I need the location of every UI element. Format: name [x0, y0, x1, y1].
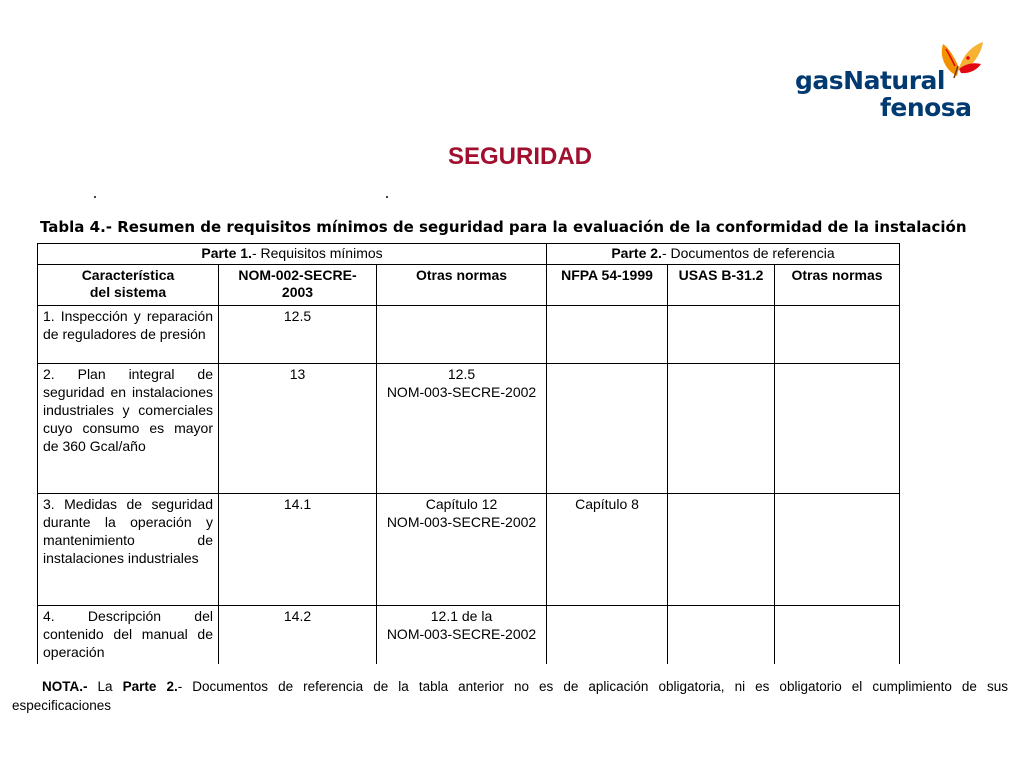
table-cell-nom002: 14.2	[219, 606, 377, 664]
table-cell-characteristic: 2. Plan integral de seguridad en instalaciones industriales y comerciales cuyo consumo es mayor de 360 Gcal/año	[38, 364, 219, 494]
table-cell-nfpa	[547, 306, 668, 364]
gas-natural-fenosa-logo	[795, 36, 985, 120]
group-header-part2: Parte 2.- Documentos de referencia	[547, 244, 900, 265]
table-cell-usas	[668, 606, 775, 664]
column-header: NOM-002-SECRE- 2003	[219, 265, 377, 306]
table-cell-other-part2	[775, 494, 900, 606]
table-row	[38, 364, 900, 494]
table-cell-nom002: 13	[219, 364, 377, 494]
table-cell-nom002: 14.1	[219, 494, 377, 606]
table-cell-other-part1	[377, 306, 547, 364]
table-group-header-row	[38, 244, 900, 265]
table-cell-characteristic: 3. Medidas de seguridad durante la operación y mantenimiento de instalaciones industriales	[38, 494, 219, 606]
table-cell-nfpa	[547, 606, 668, 664]
table-cell-other-part1: Capítulo 12 NOM-003-SECRE-2002	[377, 494, 547, 606]
table-cell-other-part1: 12.5 NOM-003-SECRE-2002	[377, 364, 547, 494]
column-header: Otras normas	[377, 265, 547, 306]
logo-text-gasnatural: gasNatural	[795, 66, 945, 95]
table-cell-usas	[668, 494, 775, 606]
requirements-table	[37, 243, 900, 664]
table-caption: Tabla 4.- Resumen de requisitos mínimos de seguridad para la evaluación de la conformidad de la instalación	[40, 218, 967, 236]
table-cell-nfpa: Capítulo 8	[547, 494, 668, 606]
table-cell-other-part2	[775, 306, 900, 364]
table-row	[38, 606, 900, 664]
note-line-2: especificaciones	[12, 698, 112, 713]
table-row	[38, 306, 900, 364]
column-header: USAS B-31.2	[668, 265, 775, 306]
table-row	[38, 494, 900, 606]
table-cell-characteristic: 4. Descripción del contenido del manual de operación	[38, 606, 219, 664]
scan-dot	[94, 196, 96, 198]
table-cell-characteristic: 1. Inspección y reparación de reguladores de presión	[38, 306, 219, 364]
scan-dot	[386, 196, 388, 198]
column-header: Otras normas	[775, 265, 900, 306]
table-cell-other-part2	[775, 606, 900, 664]
column-header: NFPA 54-1999	[547, 265, 668, 306]
table-cell-usas	[668, 306, 775, 364]
table-cell-other-part1: 12.1 de la NOM-003-SECRE-2002	[377, 606, 547, 664]
column-header: Característica del sistema	[38, 265, 219, 306]
table-cell-other-part2	[775, 364, 900, 494]
table-note	[12, 677, 1008, 715]
page-title: SEGURIDAD	[447, 143, 592, 170]
table-column-header-row	[38, 265, 900, 306]
table-cell-nom002: 12.5	[219, 306, 377, 364]
note-line-1: NOTA.- La Parte 2.- Documentos de referencia de la tabla anterior no es de aplicación obligatoria, ni es obligatorio el cumplimiento de sus	[42, 679, 1008, 694]
group-header-part1: Parte 1.- Requisitos mínimos	[38, 244, 547, 265]
table-cell-nfpa	[547, 364, 668, 494]
logo-text-fenosa: fenosa	[880, 93, 972, 122]
table-cell-usas	[668, 364, 775, 494]
